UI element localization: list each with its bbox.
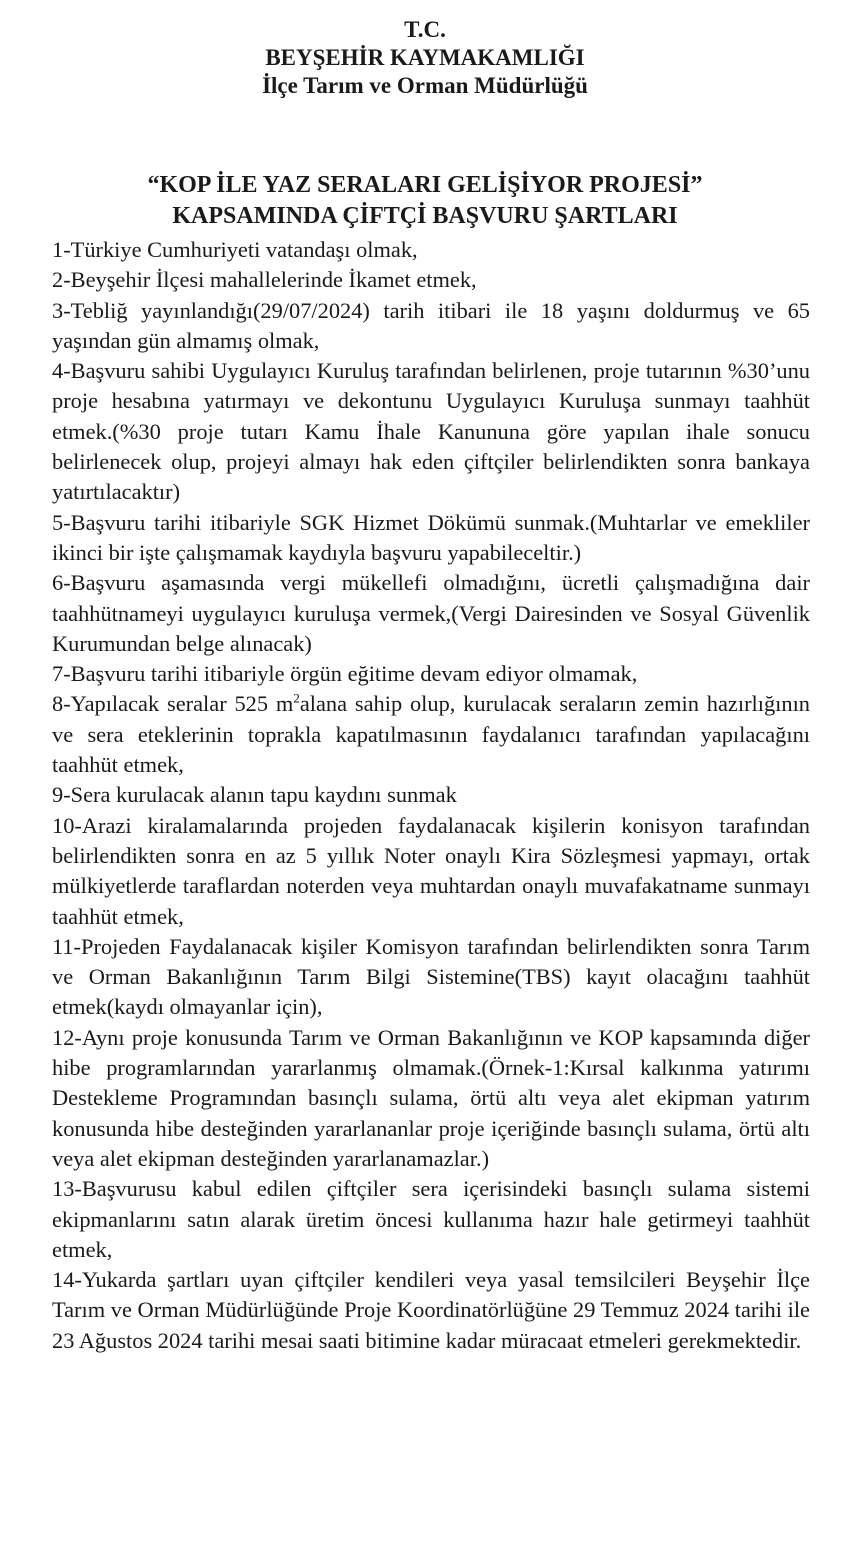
title-line-project: “KOP İLE YAZ SERALARI GELİŞİYOR PROJESİ” [147,172,703,198]
condition-item-8 [52,689,810,780]
condition-item-3: 3-Tebliğ yayınlandığı(29/07/2024) tarih itibari ile 18 yaşını doldurmuş ve 65 yaşından gün almamış olmak, [52,297,810,353]
condition-item-9: 9-Sera kurulacak alanın tapu kaydını sunmak [52,782,457,808]
condition-item-8-rest: alana sahip olup, kurulacak seraların zemin hazırlığının ve sera eteklerinin toprakla kapatılmasının faydalanıcı tarafından yapılacağını taahhüt etmek, [52,691,810,778]
header-line-mudurluk: İlçe Tarım ve Orman Müdürlüğü [262,73,588,98]
condition-item-11: 11-Projeden Faydalanacak kişiler Komisyon tarafından belirlendikten sonra Tarım ve Orman Bakanlığının Tarım Bilgi Sistemine(TBS) kayıt olacağını taahhüt etmek(kaydı olmayanlar için), [52,933,810,1020]
condition-item-2: 2-Beyşehir İlçesi mahallelerinde İkamet etmek, [52,267,477,293]
condition-item-12: 12-Aynı proje konusunda Tarım ve Orman Bakanlığının ve KOP kapsamında diğer hibe programlarından yararlanmış olmamak.(Örnek-1:Kırsal kalkınma yatırımı Destekleme Programından basınçlı sulama, örtü altı veya alet ekipman yatırım konusunda hibe desteğinden yararlananlar proje içeriğinde basınçlı sulama, örtü altı veya alet ekipman desteğinden yararlanamazlar.) [52,1024,810,1171]
document-title [0,170,850,232]
conditions-list [52,235,810,1356]
condition-item-10: 10-Arazi kiralamalarında projeden faydalanacak kişilerin konisyon tarafından belirlendikten sonra en az 5 yıllık Noter onaylı Kira Sözleşmesi yapmayı, ortak mülkiyetlerde taraflardan noterden veya muhtardan onaylı muvafakatname sunmayı taahhüt etmek, [52,812,810,929]
header-line-kaymakamlik: BEYŞEHİR KAYMAKAMLIĞI [265,45,585,70]
condition-item-5: 5-Başvuru tarihi itibariyle SGK Hizmet Dökümü sunmak.(Muhtarlar ve emekliler ikinci bir işte çalışmamak kaydıyla başvuru yapabileceltir.) [52,509,810,565]
area-unit-superscript: 2 [293,690,300,706]
condition-item-8-start: 8-Yapılacak seralar 525 m [52,691,294,717]
condition-item-4: 4-Başvuru sahibi Uygulayıcı Kuruluş tarafından belirlenen, proje tutarının %30’unu proje hesabına yatırmayı ve dekontunu Uygulayıcı Kuruluşa sunmayı taahhüt etmek.(%30 proje tutarı Kamu İhale Kanununa göre yapılan ihale sonucu belirlenecek olup, projeyi almayı hak eden çiftçiler belirlendikten sonra bankaya yatırtılacaktır) [52,358,810,505]
condition-item-1: 1-Türkiye Cumhuriyeti vatandaşı olmak, [52,237,418,262]
condition-item-13: 13-Başvurusu kabul edilen çiftçiler sera içerisindeki basınçlı sulama sistemi ekipmanlarını satın alarak üretim öncesi kullanıma hazır hale getirmeyi taahhüt etmek, [52,1176,810,1262]
condition-item-7: 7-Başvuru tarihi itibariyle örgün eğitime devam ediyor olmamak, [52,661,638,687]
title-line-conditions: KAPSAMINDA ÇİFTÇİ BAŞVURU ŞARTLARI [172,203,678,229]
condition-item-14: 14-Yukarda şartları uyan çiftçiler kendileri veya yasal temsilcileri Beyşehir İlçe Tarım ve Orman Müdürlüğünde Proje Koordinatörlüğüne 29 Temmuz 2024 tarihi ile 23 Ağustos 2024 tarihi mesai saati bitimine kadar müracaat etmeleri gerekmektedir. [52,1267,810,1353]
condition-item-6: 6-Başvuru aşamasında vergi mükellefi olmadığını, ücretli çalışmadığına dair taahhütnameyi uygulayıcı kuruluşa vermek,(Vergi Dairesinden ve Sosyal Güvenlik Kurumundan belge alınacak) [52,570,810,656]
document-header [0,16,850,100]
header-line-tc: T.C. [404,17,446,42]
